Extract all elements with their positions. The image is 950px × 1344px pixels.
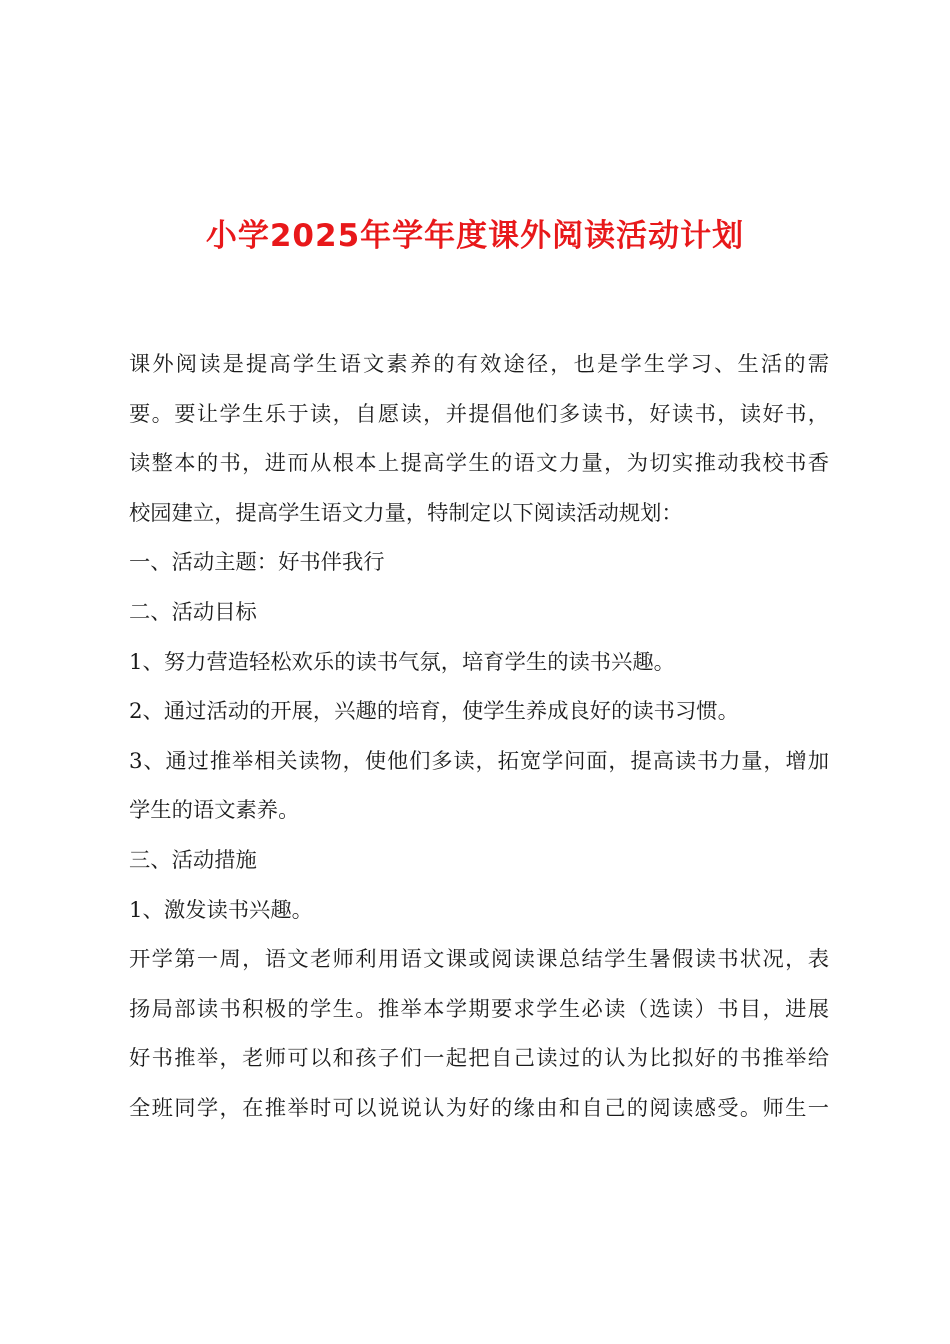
paragraph-intro-line-1: 课外阅读是提高学生语文素养的有效途径，也是学生学习、生活的需 [129,352,829,377]
goal-item-3-line-2: 学生的语文素养。 [129,798,300,824]
measure-paragraph-line-4: 全班同学，在推举时可以说说认为好的缘由和自己的阅读感受。师生一 [129,1095,829,1121]
section-heading-measures: 三、活动措施 [129,847,257,873]
document-title: 小学2025年学年度课外阅读活动计划 [205,218,745,254]
goal-item-3-line-1: 3、通过推举相关读物，使他们多读，拓宽学问面，提高读书力量，增加 [129,748,829,774]
measure-paragraph-line-3: 好书推举，老师可以和孩子们一起把自己读过的认为比拟好的书推举给 [129,1046,829,1072]
goal-item-1: 1、努力营造轻松欢乐的读书气氛，培育学生的读书兴趣。 [129,649,675,675]
paragraph-intro-line-2: 要。要让学生乐于读，自愿读，并提倡他们多读书，好读书，读好书， [129,401,829,427]
paragraph-intro-line-3: 读整本的书，进而从根本上提高学生的语文力量，为切实推动我校书香 [129,451,829,477]
goal-item-2: 2、通过活动的开展，兴趣的培育，使学生养成良好的读书习惯。 [129,699,739,725]
section-heading-goals: 二、活动目标 [129,599,257,625]
measure-paragraph-line-1: 开学第一周，语文老师利用语文课或阅读课总结学生暑假读书状况，表 [129,947,829,973]
section-heading-theme: 一、活动主题：好书伴我行 [129,550,385,576]
document-body [129,340,829,1134]
measure-item-1-heading: 1、激发读书兴趣。 [129,897,313,923]
measure-paragraph-line-2: 扬局部读书积极的学生。推举本学期要求学生必读（选读）书目，进展 [129,996,829,1022]
paragraph-intro-line-4: 校园建立，提高学生语文力量，特制定以下阅读活动规划： [129,500,683,526]
